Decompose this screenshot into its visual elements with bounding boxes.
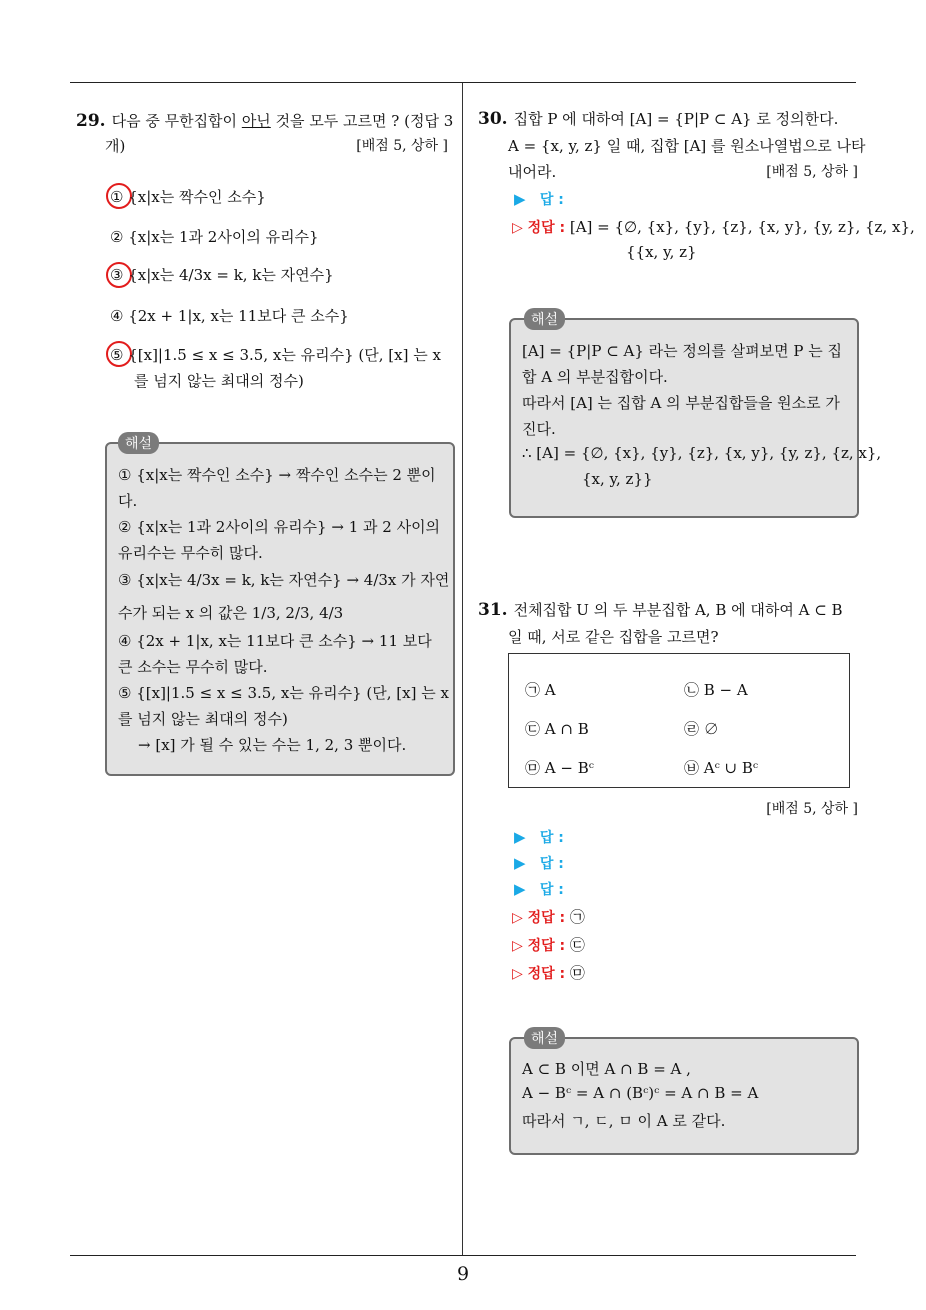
q29-exp-line: 수가 되는 x 의 값은 1/3, 2/3, 4/3 (118, 604, 344, 622)
correct-arrow-icon: ▷ (512, 966, 523, 982)
bottom-rule (70, 1255, 856, 1256)
answer-label: 답 : (539, 856, 564, 872)
q31-correct-value: ㉢ (569, 936, 585, 954)
play-arrow-icon: ▶ (514, 854, 526, 872)
q30-text-line2: A = {x, y, z} 일 때, 집합 [A] 를 원소나열법으로 나타 (508, 137, 866, 155)
q30-exp-line: {x, y, z}} (582, 470, 653, 488)
correct-arrow-icon: ▷ (512, 910, 523, 926)
q29-exp-line: → [x] 가 될 수 있는 수는 1, 2, 3 뿐이다. (138, 736, 407, 754)
q31-text: 전체집합 U 의 두 부분집합 A, B 에 대하여 A ⊂ B (513, 601, 843, 619)
q29-number: 29. (76, 111, 106, 131)
q29-exp-line: ③ {x|x는 4/3x = k, k는 자연수} → 4/3x 가 자연 (118, 571, 450, 589)
q30-correct-value-cont: {{x, y, z} (626, 243, 697, 261)
q29-text-b: 것을 모두 고르면 ? (정답 3 (270, 112, 454, 130)
q31-number: 31. (478, 600, 508, 620)
q31-exp-line: A ⊂ B 이면 A ∩ B = A , (522, 1060, 691, 1078)
q29-text-line2: 개) (105, 137, 126, 155)
q31-choice-1[interactable]: ㉠ A (525, 681, 556, 699)
play-arrow-icon: ▶ (514, 190, 526, 208)
q29-exp-line: ④ {2x + 1|x, x는 11보다 큰 소수} → 11 보다 (118, 632, 432, 650)
answer-label: 답 : (539, 830, 564, 846)
q29-exp-line: ② {x|x는 1과 2사이의 유리수} → 1 과 2 사이의 (118, 518, 441, 536)
page-number: 9 (456, 1263, 470, 1285)
explanation-tag: 해설 (118, 432, 159, 454)
q29-option-1[interactable]: ① {x|x는 짝수인 소수} (110, 188, 266, 206)
q31-choice-2[interactable]: ㉡ B − A (684, 681, 748, 699)
q31-exp-line: 따라서 ㄱ, ㄷ, ㅁ 이 A 로 같다. (522, 1112, 726, 1130)
q29-option-2[interactable]: ② {x|x는 1과 2사이의 유리수} (110, 228, 319, 246)
q31-score: [배점 5, 상하 ] (766, 801, 858, 817)
q29-underline: 아닌 (241, 112, 271, 130)
play-arrow-icon: ▶ (514, 828, 526, 846)
q30-number: 30. (478, 109, 508, 129)
q29-score: [배점 5, 상하 ] (356, 138, 448, 154)
q29-exp-line: ⑤ {[x]|1.5 ≤ x ≤ 3.5, x는 유리수} (단, [x] 는 x (118, 684, 449, 702)
correct-arrow-icon: ▷ (512, 938, 523, 954)
play-arrow-icon: ▶ (514, 880, 526, 898)
q29-option-5[interactable]: ⑤ {[x]|1.5 ≤ x ≤ 3.5, x는 유리수} (단, [x] 는 x (110, 346, 441, 364)
q30-exp-line: 진다. (522, 420, 556, 438)
q31-choice-6[interactable]: ㉥ Aᶜ ∪ Bᶜ (684, 759, 759, 777)
q30-stem (478, 108, 838, 129)
q31-correct-row-1 (512, 906, 585, 927)
top-rule (70, 82, 856, 83)
correct-arrow-icon: ▷ (512, 220, 523, 236)
q29-exp-line: ① {x|x는 짝수인 소수} → 짝수인 소수는 2 뿐이 (118, 466, 436, 484)
q30-exp-line: 합 A 의 부분집합이다. (522, 368, 668, 386)
q30-text: 집합 P 에 대하여 [A] = {P|P ⊂ A} 로 정의한다. (513, 110, 839, 128)
q31-text-line2: 일 때, 서로 같은 집합을 고르면? (508, 628, 719, 646)
q30-exp-line: ∴ [A] = {∅, {x}, {y}, {z}, {x, y}, {y, z}, {z, x}, (522, 444, 882, 462)
q31-answer-row-1[interactable] (514, 827, 564, 847)
q31-answer-row-2[interactable] (514, 853, 564, 873)
q31-answer-row-3[interactable] (514, 879, 564, 899)
answer-label: 답 : (539, 882, 564, 898)
q29-option-5-cont: 를 넘지 않는 최대의 정수) (134, 372, 304, 390)
correct-label: 정답 : (527, 220, 566, 236)
q29-exp-line: 유리수는 무수히 많다. (118, 544, 263, 562)
column-divider (462, 83, 463, 1256)
q29-option-3[interactable]: ③ {x|x는 4/3x = k, k는 자연수} (110, 266, 334, 284)
q29-option-4[interactable]: ④ {2x + 1|x, x는 11보다 큰 소수} (110, 307, 349, 325)
q29-text: 다음 중 무한집합이 (111, 112, 242, 130)
q31-correct-value: ㉠ (569, 908, 585, 926)
q29-stem (76, 108, 456, 134)
correct-label: 정답 : (527, 910, 566, 926)
q30-correct-row (512, 217, 915, 237)
answer-label: 답 : (539, 192, 564, 208)
explanation-tag: 해설 (524, 1027, 565, 1049)
q31-stem (478, 599, 843, 620)
q31-exp-line: A − Bᶜ = A ∩ (Bᶜ)ᶜ = A ∩ B = A (522, 1084, 759, 1102)
q31-choice-3[interactable]: ㉢ A ∩ B (525, 720, 589, 738)
q31-choice-5[interactable]: ㉤ A − Bᶜ (525, 759, 594, 777)
explanation-tag: 해설 (524, 308, 565, 330)
q30-answer-row[interactable] (514, 189, 564, 209)
q30-text-line3: 내어라. (508, 163, 557, 181)
q30-exp-line: 따라서 [A] 는 집합 A 의 부분집합들을 원소로 가 (522, 394, 840, 412)
q29-exp-line: 를 넘지 않는 최대의 정수) (118, 710, 288, 728)
q30-correct-value: [A] = {∅, {x}, {y}, {z}, {x, y}, {y, z}, {z, x}, (569, 218, 915, 236)
q31-correct-row-2 (512, 934, 585, 955)
q29-exp-line: 다. (118, 492, 138, 510)
correct-label: 정답 : (527, 938, 566, 954)
q30-exp-line: [A] = {P|P ⊂ A} 라는 정의를 살펴보면 P 는 집 (522, 342, 842, 360)
q31-correct-row-3 (512, 962, 585, 983)
q31-correct-value: ㉤ (569, 964, 585, 982)
q30-score: [배점 5, 상하 ] (766, 164, 858, 180)
correct-label: 정답 : (527, 966, 566, 982)
q29-exp-line: 큰 소수는 무수히 많다. (118, 658, 268, 676)
q31-choice-4[interactable]: ㉣ ∅ (684, 720, 719, 738)
